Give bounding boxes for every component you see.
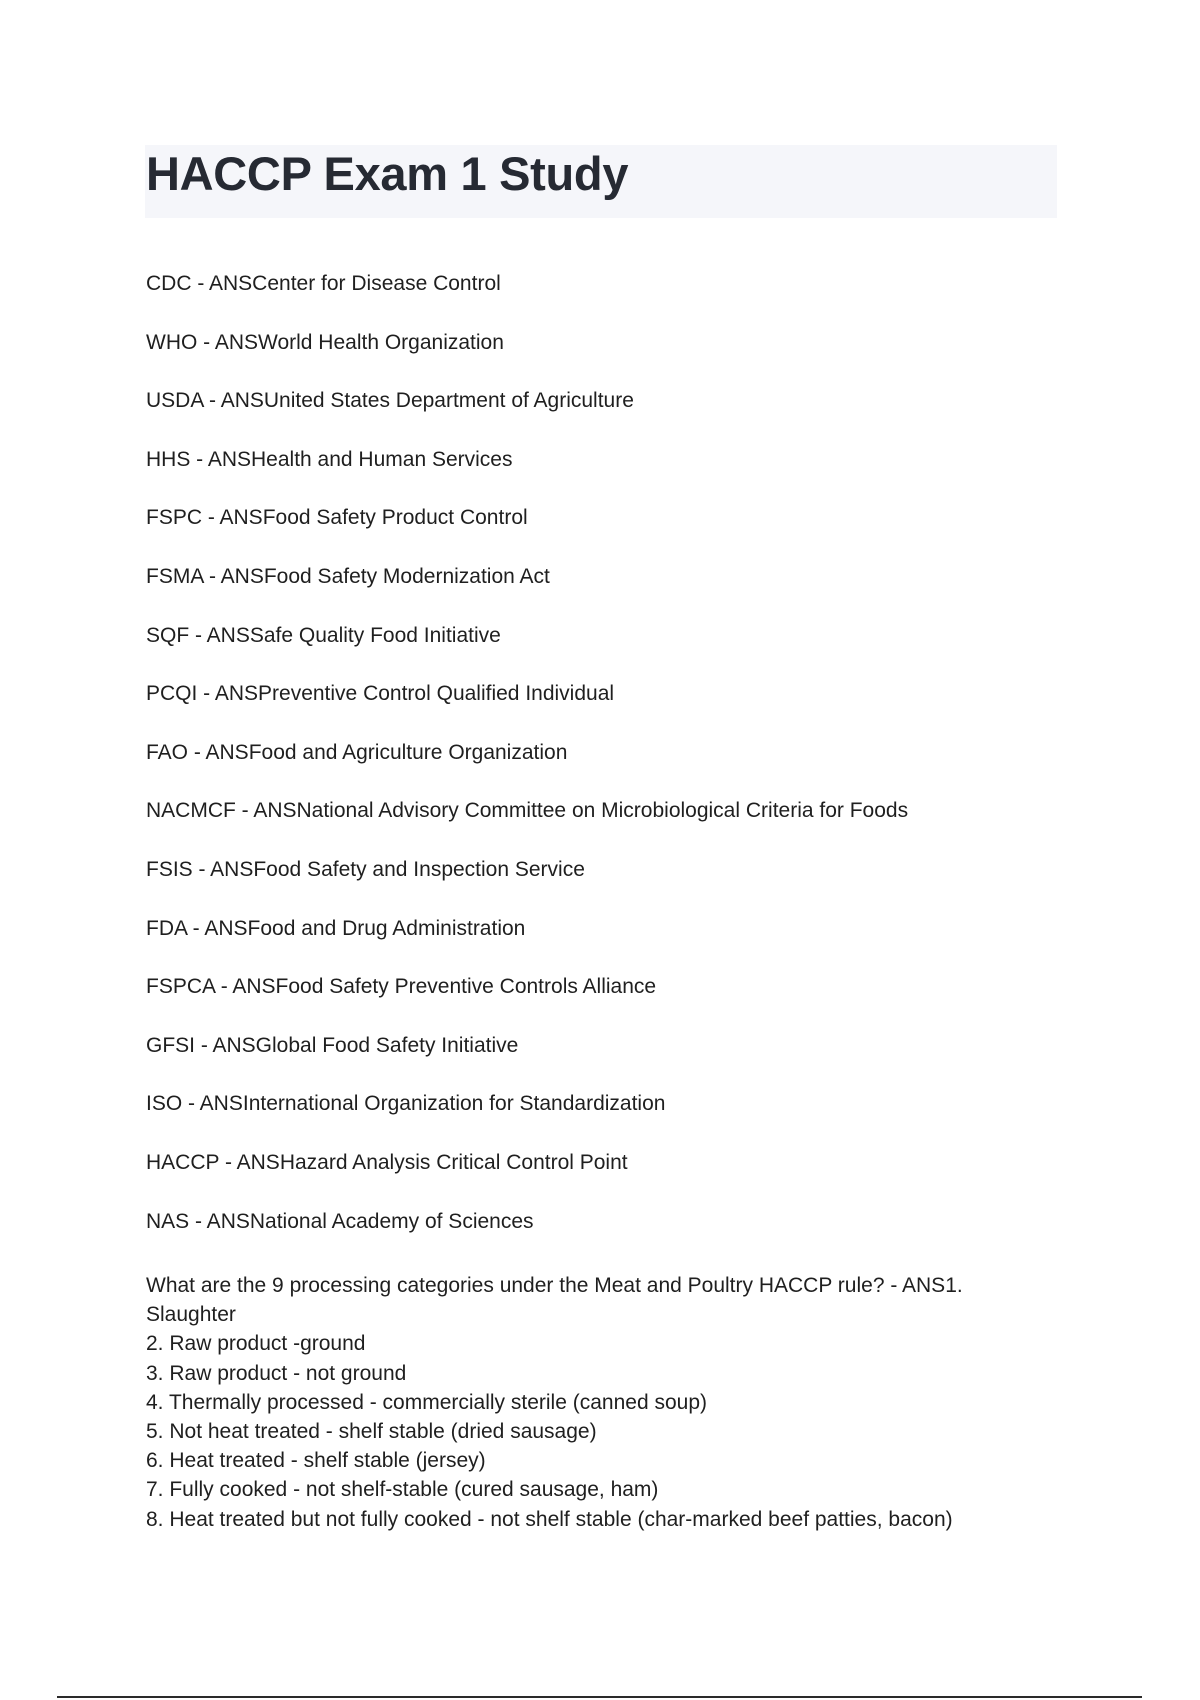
acronym-entry-fda: FDA - ANSFood and Drug Administration bbox=[146, 916, 526, 940]
question-line: 8. Heat treated but not fully cooked - not shelf stable (char-marked beef patties, bacon) bbox=[146, 1507, 953, 1531]
acronym-entry-hhs: HHS - ANSHealth and Human Services bbox=[146, 447, 513, 471]
acronym-entry-gfsi: GFSI - ANSGlobal Food Safety Initiative bbox=[146, 1033, 519, 1057]
acronym-list bbox=[146, 269, 1046, 1265]
question-line: 3. Raw product - not ground bbox=[146, 1361, 407, 1385]
acronym-entry-sqf: SQF - ANSSafe Quality Food Initiative bbox=[146, 623, 501, 647]
question-line: 2. Raw product -ground bbox=[146, 1332, 366, 1356]
acronym-entry-fao: FAO - ANSFood and Agriculture Organization bbox=[146, 740, 568, 764]
acronym-entry-pcqi: PCQI - ANSPreventive Control Qualified Individual bbox=[146, 682, 615, 706]
question-line: What are the 9 processing categories under the Meat and Poultry HACCP rule? - ANS1. bbox=[146, 1274, 963, 1297]
acronym-entry-fsis: FSIS - ANSFood Safety and Inspection Service bbox=[146, 857, 585, 881]
page-title: HACCP Exam 1 Study bbox=[146, 147, 629, 200]
acronym-entry-cdc: CDC - ANSCenter for Disease Control bbox=[146, 272, 501, 295]
acronym-entry-nas: NAS - ANSNational Academy of Sciences bbox=[146, 1209, 534, 1233]
question-line: 4. Thermally processed - commercially sterile (canned soup) bbox=[146, 1390, 707, 1414]
question-line: 7. Fully cooked - not shelf-stable (cured sausage, ham) bbox=[146, 1478, 659, 1502]
acronym-entry-haccp: HACCP - ANSHazard Analysis Critical Control Point bbox=[146, 1150, 628, 1174]
processing-categories-question bbox=[146, 1271, 1046, 1534]
acronym-entry-iso: ISO - ANSInternational Organization for Standardization bbox=[146, 1092, 666, 1116]
acronym-entry-fsma: FSMA - ANSFood Safety Modernization Act bbox=[146, 564, 550, 588]
question-line: 6. Heat treated - shelf stable (jersey) bbox=[146, 1449, 486, 1473]
acronym-entry-nacmcf: NACMCF - ANSNational Advisory Committee on Microbiological Criteria for Foods bbox=[146, 799, 909, 823]
acronym-entry-who: WHO - ANSWorld Health Organization bbox=[146, 330, 504, 354]
acronym-entry-usda: USDA - ANSUnited States Department of Agriculture bbox=[146, 389, 634, 413]
acronym-entry-fspca: FSPCA - ANSFood Safety Preventive Controls Alliance bbox=[146, 975, 657, 999]
question-line: Slaughter bbox=[146, 1303, 236, 1327]
question-line: 5. Not heat treated - shelf stable (dried sausage) bbox=[146, 1420, 597, 1444]
acronym-entry-fspc: FSPC - ANSFood Safety Product Control bbox=[146, 506, 528, 530]
footer-divider bbox=[57, 1696, 1142, 1698]
